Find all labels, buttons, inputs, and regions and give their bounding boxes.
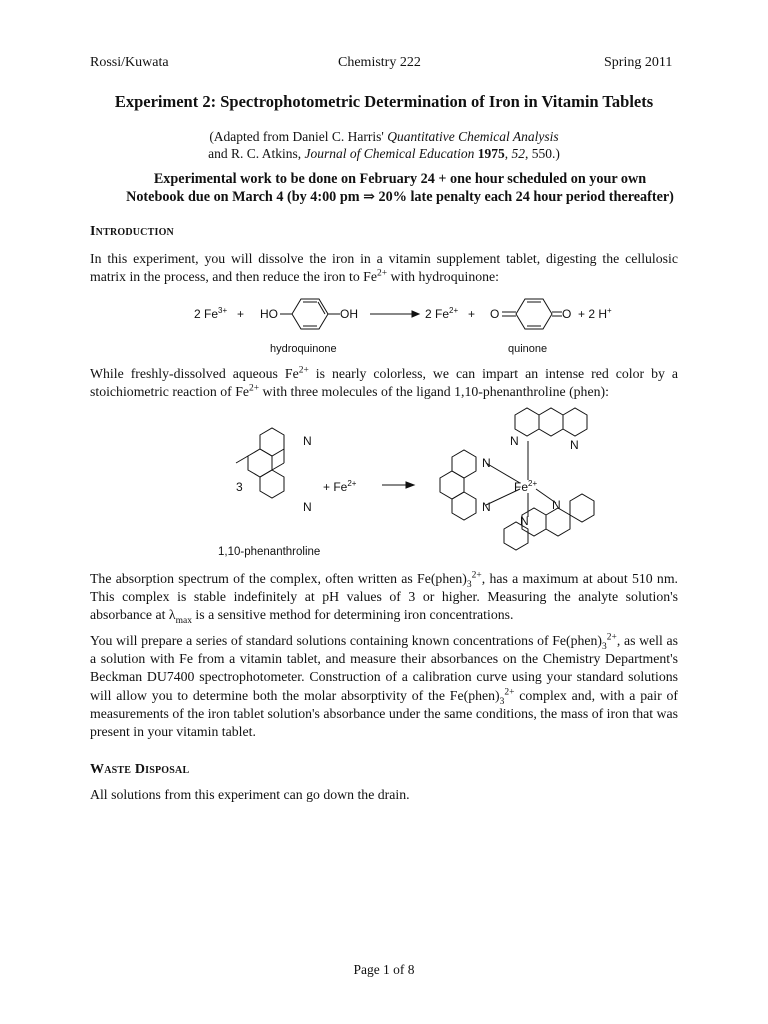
hydroquinone-label: hydroquinone [270,343,337,355]
p3-text: The absorption spectrum of the complex, often written as Fe(phen) [90,571,467,586]
r2-coef: 3 [236,480,243,494]
header-course: Chemistry 222 [338,55,421,70]
r1-fe2-sup: 2+ [449,306,459,315]
lambda-sub: max [175,616,192,627]
absorption-paragraph [90,570,678,625]
p4-sub2: 3 [499,696,505,707]
page-number: Page 1 of 8 [353,962,415,977]
lambda-symbol: λ [168,607,176,623]
p4-text3: complex and, with a pair of measurements of the iron tablet solution's absorbance under the same conditions, the mass of iron that was present in your vitamin tablet. [90,687,678,740]
credit-book: Quantitative Chemical Analysis [387,129,559,144]
r2-fe-sup: 2+ [347,479,357,488]
reaction1-graphic [180,290,620,360]
complex-n6: N [520,514,529,528]
implies-arrow: ⇒ [363,189,375,205]
p2-sup1: 2+ [298,365,309,376]
r1-o-right: O [562,307,572,321]
procedure-paragraph [90,632,678,741]
credit-year: 1975 [477,146,505,161]
svg-text:Fe2+ [514,479,537,494]
svg-text:+ 2 H+ [578,306,612,321]
r2-n1: N [303,434,312,448]
reaction-phen-complex [210,405,620,565]
svg-text:2 Fe2+ [425,306,458,321]
credit-prefix: (Adapted from Daniel C. Harris' [209,129,388,144]
schedule-line2-prefix: Notebook due on March 4 (by 4:00 pm [126,189,364,205]
p3-text2: , has a maximum at about 510 nm. This complex is stable indefinitely at pH values of 3 or higher. Measuring the analyte solution's absorbance at [90,571,678,623]
p2-text: While freshly-dissolved aqueous Fe [90,366,299,381]
r2-n2: N [303,500,312,514]
p3-sup: 2+ [471,570,482,581]
p2-text2: is nearly colorless, we can impart an intense red color by a stoichiometric reaction of Fe [90,366,678,400]
r1-fe2: 2 Fe [425,307,450,321]
section-waste-disposal: Waste Disposal [90,762,190,777]
p2-sup2: 2+ [249,383,260,394]
r1-ho: HO [260,307,278,321]
complex-n3: N [482,456,491,470]
r2-fe: + Fe [323,480,348,494]
header-authors: Rossi/Kuwata [90,55,169,70]
r1-o-left: O [490,307,500,321]
reaction-hydroquinone [180,290,620,360]
r1-plus1: + [237,307,245,321]
p3-text3: is a sensitive method for determining iron concentrations. [191,607,514,623]
p4-sup1: 2+ [606,632,617,643]
phenanthroline-label: 1,10-phenanthroline [218,546,321,558]
svg-text:2 Fe3+ [194,306,227,321]
source-credit: (Adapted from Daniel C. Harris' Quantitative Chemical Analysis and R. C. Atkins, Journal of Chemical Education 1975, 52, 550.) [208,129,560,161]
schedule-line2-suffix: 20% late penalty each 24 hour period thereafter) [374,189,674,205]
waste-paragraph: All solutions from this experiment can go down the drain. [90,787,410,802]
p4-sup2: 2+ [504,687,515,698]
p2-text3: with three molecules of the ligand 1,10-phenanthroline (phen): [259,384,609,400]
phen-paragraph [90,365,678,401]
r1-plus2: + [468,307,476,321]
reaction2-graphic [210,405,620,565]
p1-sup: 2+ [376,268,388,279]
credit-journal: Journal of Chemical Education [304,146,475,161]
r1-oh: OH [340,307,358,321]
svg-text:+ Fe2+ [323,479,357,494]
credit-pages: , 550.) [525,146,560,161]
p3-sub: 3 [466,579,472,590]
complex-n2: N [570,438,579,452]
complex-n5: N [552,498,561,512]
quinone-label: quinone [508,343,548,355]
complex-fe-sup: 2+ [528,479,538,488]
p4-text: You will prepare a series of standard solutions containing known concentrations of Fe(phen) [90,633,603,648]
r1-h: + 2 H [578,307,608,321]
page-title: Experiment 2: Spectrophotometric Determination of Iron in Vitamin Tablets [114,92,654,111]
header-term: Spring 2011 [604,55,673,70]
credit-volume: 52 [511,146,525,161]
intro-paragraph [90,250,678,286]
credit-line2: and R. C. Atkins, [208,146,305,161]
p1-text: In this experiment, you will dissolve the iron in a vitamin supplement tablet, digesting the cellulosic matrix in the process, and then reduce the iron to Fe [90,251,678,285]
complex-n1: N [510,434,519,448]
r1-fe3-sup: 3+ [218,306,228,315]
p4-sub1: 3 [602,641,607,652]
r1-fe3: 2 Fe [194,307,219,321]
complex-fe: Fe [514,480,529,494]
p4-text2: , as well as a solution with Fe from a vitamin tablet, and measure their absorbances on the Chemistry Department's Beckman DU7400 spectrophotometer. Construction of a calibration curve using your standard solutions will allow you to determine both the molar absorptivity of the Fe(phen) [90,633,678,703]
section-introduction: Introduction [90,224,174,239]
r1-h-sup: + [607,306,612,315]
schedule-line1: Experimental work to be done on February 24 + one hour scheduled on your own [153,171,647,187]
schedule-notice [60,170,740,206]
p1-end: with hydroquinone: [387,269,499,285]
complex-n4: N [482,500,491,514]
